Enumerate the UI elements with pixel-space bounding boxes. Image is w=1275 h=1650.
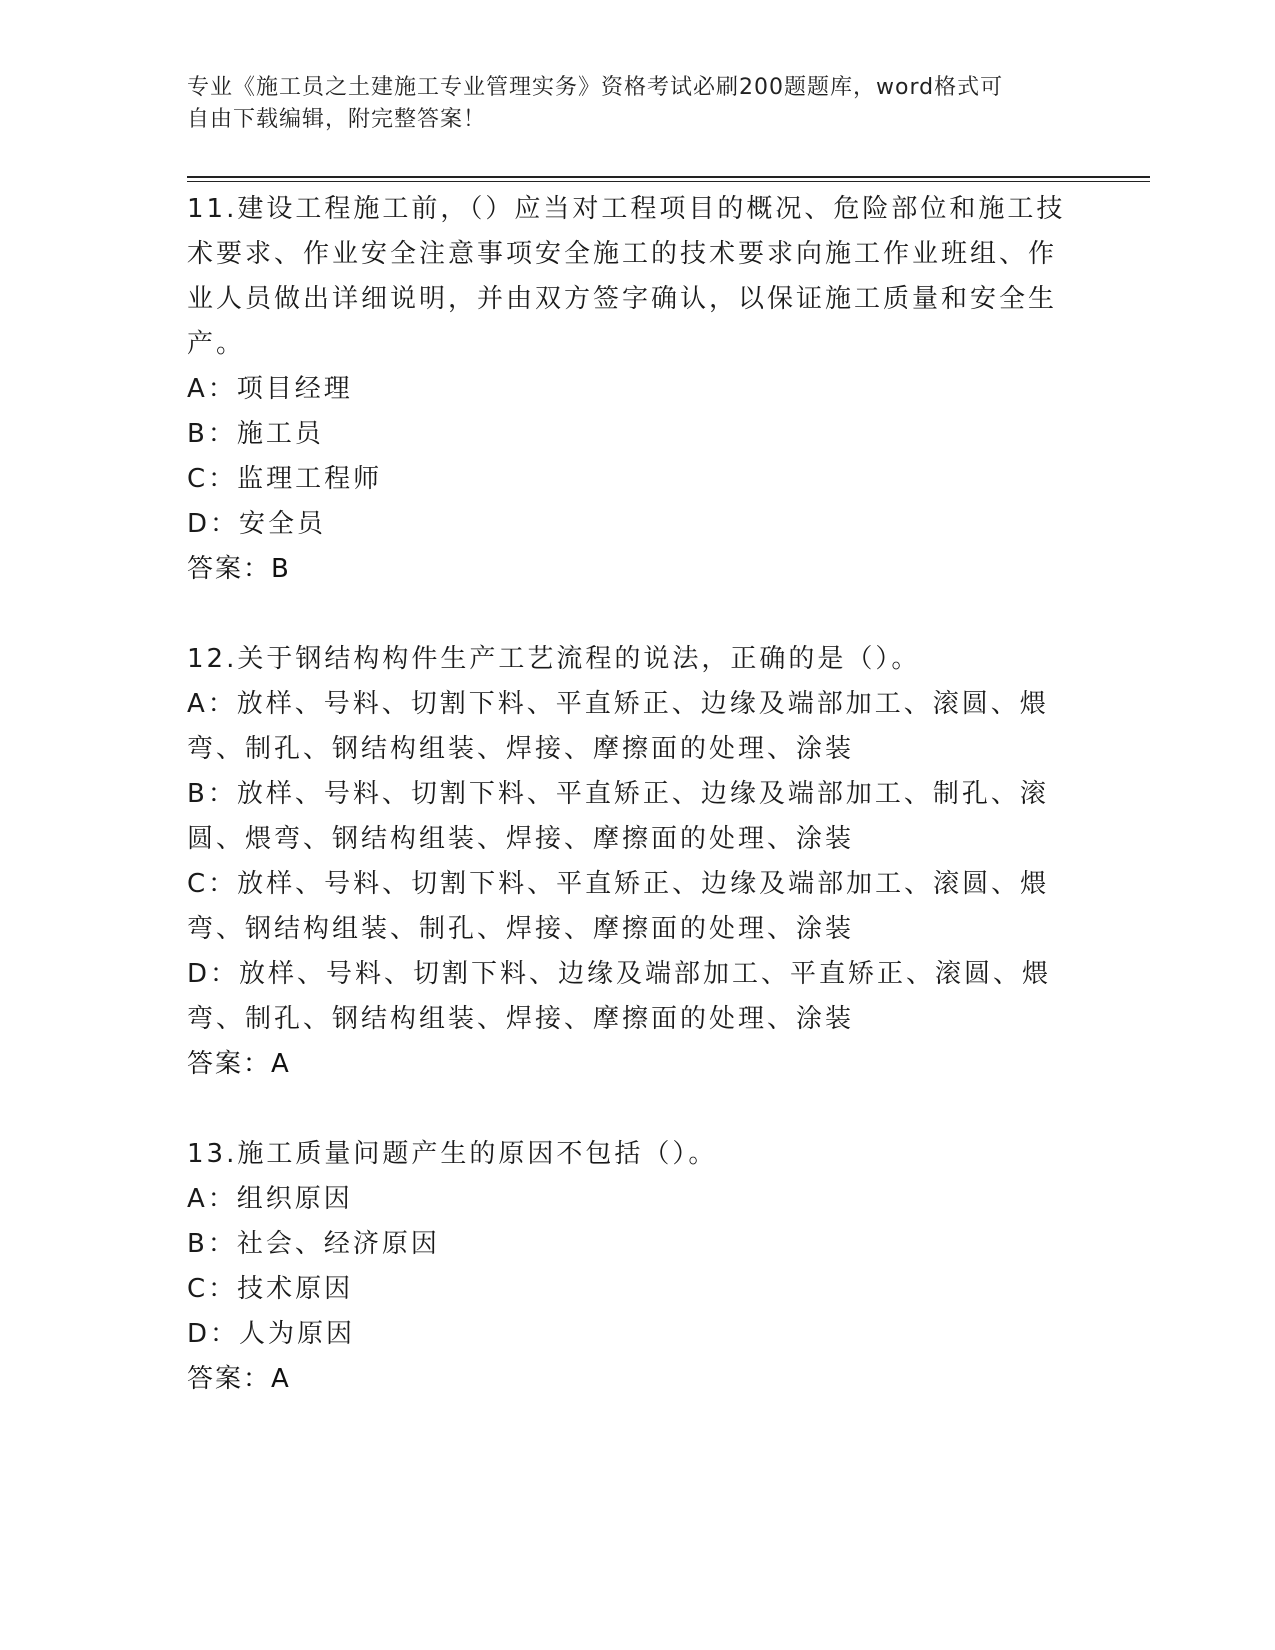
header-line-2: 自由下载编辑，附完整答案！ [187, 107, 487, 132]
option-b: B：社会、经济原因 [187, 1229, 440, 1259]
option-c: C：监理工程师 [187, 464, 383, 494]
option-a: A：放样、号料、切割下料、平直矫正、边缘及端部加工、滚圆、煨弯、制孔、钢结构组装、焊接、摩擦面的处理、涂装 [187, 689, 1049, 764]
question-12 [187, 637, 1067, 1087]
question-stem: 12.关于钢结构构件生产工艺流程的说法，正确的是（）。 [187, 644, 921, 674]
option-c: C：放样、号料、切割下料、平直矫正、边缘及端部加工、滚圆、煨弯、钢结构组装、制孔、焊接、摩擦面的处理、涂装 [187, 869, 1050, 944]
answer-line: 答案：A [187, 1049, 291, 1079]
header-divider-thin [187, 181, 1150, 182]
answer-line: 答案：B [187, 554, 291, 584]
question-spacer [187, 1087, 1067, 1132]
question-stem: 13.施工质量问题产生的原因不包括（）。 [187, 1139, 718, 1169]
option-d: D：人为原因 [187, 1319, 356, 1349]
header-divider-thick [187, 176, 1150, 178]
option-a: A：项目经理 [187, 374, 353, 404]
option-a: A：组织原因 [187, 1184, 353, 1214]
question-list [187, 187, 1067, 1402]
question-stem: 11.建设工程施工前，（）应当对工程项目的概况、危险部位和施工技术要求、作业安全注意事项安全施工的技术要求向施工作业班组、作业人员做出详细说明，并由双方签字确认，以保证施工质量和安全生产。 [187, 194, 1066, 359]
question-11 [187, 187, 1067, 592]
header-line-1: 专业《施工员之土建施工专业管理实务》资格考试必刷200题题库，word格式可 [187, 75, 1004, 100]
option-b: B：放样、号料、切割下料、平直矫正、边缘及端部加工、制孔、滚圆、煨弯、钢结构组装、焊接、摩擦面的处理、涂装 [187, 779, 1049, 854]
option-d: D：安全员 [187, 509, 327, 539]
answer-line: 答案：A [187, 1364, 291, 1394]
option-c: C：技术原因 [187, 1274, 354, 1304]
option-d: D：放样、号料、切割下料、边缘及端部加工、平直矫正、滚圆、煨弯、制孔、钢结构组装、焊接、摩擦面的处理、涂装 [187, 959, 1052, 1034]
question-spacer [187, 592, 1067, 637]
option-b: B：施工员 [187, 419, 324, 449]
question-13 [187, 1132, 1067, 1402]
document-header [187, 72, 1067, 136]
